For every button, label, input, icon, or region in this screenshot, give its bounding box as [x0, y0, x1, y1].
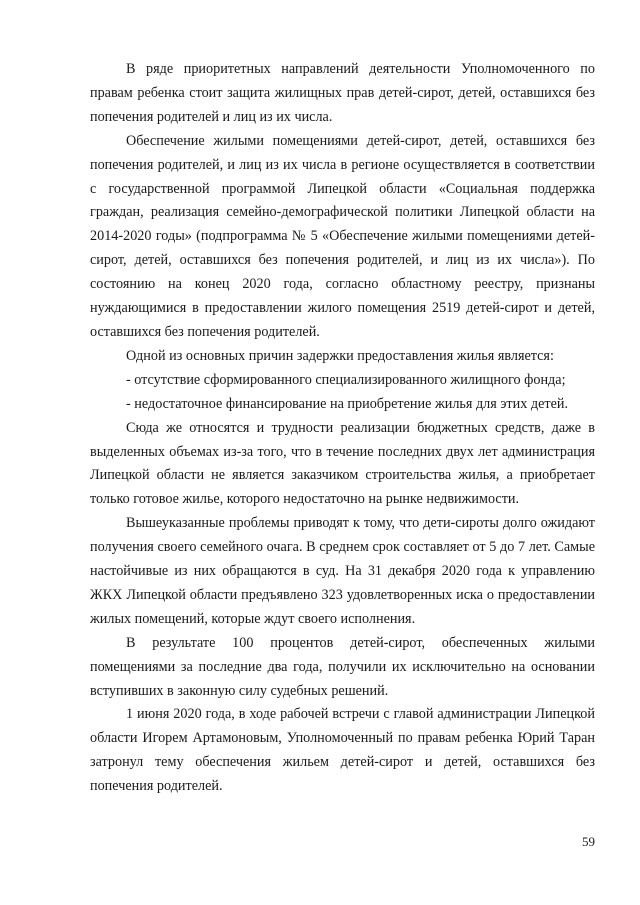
paragraph-intro: В ряде приоритетных направлений деятельности Уполномоченного по правам ребенка стоит защита жилищных прав детей-сирот, детей, оставшихся без попечения родителей и лиц из их числа. [90, 61, 595, 125]
paragraph-housing-program: Обеспечение жилыми помещениями детей-сирот, детей, оставшихся без попечения родителей, и лиц из их числа в регионе осуществляется в соответствии с государственной программой Липецкой области «Социальная поддержка граждан, реализация семейно-демографической политики Липецкой области на 2014-2020 годы» (подпрограмма № 5 «Обеспечение жилыми помещениями детей-сирот, детей, оставшихся без попечения родителей, и лиц из их числа»). По состоянию на конец 2020 года, согласно областному реестру, признаны нуждающимися в предоставлении жилого помещения 2519 детей-сирот и детей, оставшихся без попечения родителей. [90, 132, 595, 340]
paragraph-meeting: 1 июня 2020 года, в ходе рабочей встречи с главой администрации Липецкой области Игорем Артамоновым, Уполномоченный по правам ребенка Юрий Таран затронул тему обеспечения жильем детей-сирот и детей, оставшихся без попечения родителей. [90, 706, 595, 795]
paragraph-budget-difficulties: Сюда же относятся и трудности реализации бюджетных средств, даже в выделенных объемах из-за того, что в течение последних двух лет администрация Липецкой области не является заказчиком строительства жилья, а приобретает только готовое жилье, которого недостаточно на рынке недвижимости. [90, 419, 595, 508]
paragraph-delay-reasons: Одной из основных причин задержки предоставления жилья является: [126, 347, 554, 364]
page-number: 59 [582, 834, 595, 849]
paragraph-waiting-time: Вышеуказанные проблемы приводят к тому, что дети-сироты долго ожидают получения своего семейного очага. В среднем срок составляет от 5 до 7 лет. Самые настойчивые из них обращаются в суд. На 31 декабря 2020 года к управлению ЖКХ Липецкой области предъявлено 323 удовлетворенных иска о предоставлении жилых помещений, которые ждут своего исполнения. [90, 515, 595, 627]
list-item-fund: - отсутствие сформированного специализированного жилищного фонда; [126, 371, 566, 388]
page-body [90, 58, 595, 799]
list-item-financing: - недостаточное финансирование на приобретение жилья для этих детей. [126, 395, 569, 412]
paragraph-court-decisions: В результате 100 процентов детей-сирот, обеспеченных жилыми помещениями за последние два года, получили их исключительно на основании вступивших в законную силу судебных решений. [90, 634, 595, 699]
